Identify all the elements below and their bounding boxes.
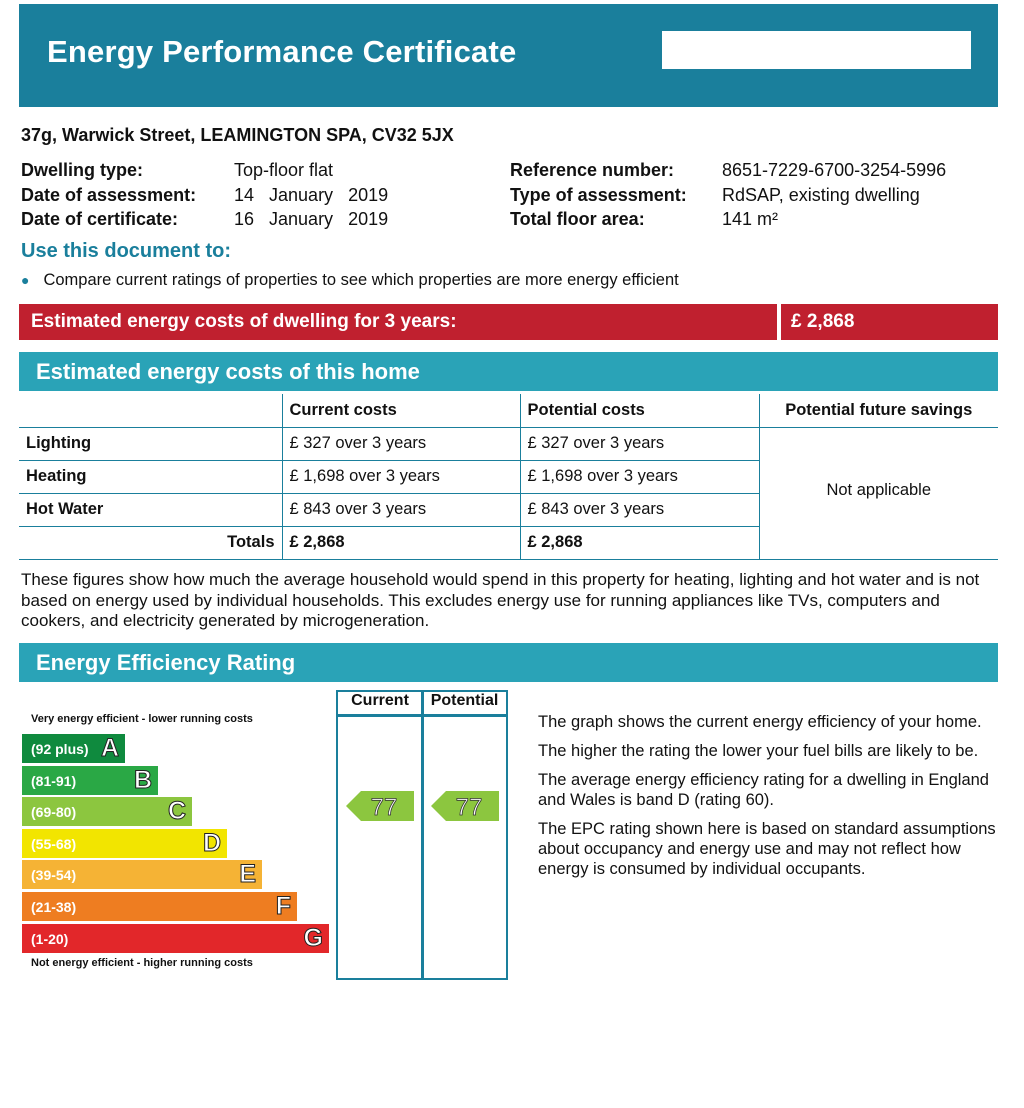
type-of-assessment-label: Type of assessment: (510, 184, 687, 205)
bullet-text: Compare current ratings of properties to see which properties are more energy efficient (43, 271, 679, 289)
totals-potential: £ 2,868 (520, 526, 759, 559)
band-range: (55-68) (31, 835, 77, 852)
dwelling-type-label: Dwelling type: (21, 160, 144, 180)
reference-number-value: 8651-7229-6700-3254-5996 (722, 160, 947, 180)
band-range: (69-80) (31, 804, 77, 821)
rating-section-title: Energy Efficiency Rating (36, 650, 296, 675)
estimated-total-label: Estimated energy costs of dwelling for 3 years: (31, 311, 457, 332)
details-left (21, 158, 491, 234)
table-header-cell (19, 394, 282, 427)
use-document-bullet (21, 271, 679, 290)
bullet-icon: ● (21, 272, 30, 288)
table-row (19, 427, 998, 460)
header-blank-box (662, 31, 971, 69)
date-of-assessment-value: 14 January 2019 (234, 184, 389, 205)
costs-note: These figures show how much the average household would spend in this property for heating, lighting and hot water and is not based on energy used by individual households. This excludes energy use for running appliances like TVs, computers and cookers, and electricity generated by microgeneration. (21, 570, 980, 630)
row-label: Heating (19, 460, 282, 493)
rating-band-d (22, 829, 227, 858)
rating-section-header (19, 643, 998, 682)
energy-rating-chart (19, 690, 509, 980)
band-letter: C (167, 797, 186, 826)
band-range: (92 plus) (31, 741, 89, 757)
potential-column (421, 690, 508, 980)
band-range: (39-54) (31, 867, 77, 884)
table-header-cell: Potential future savings (759, 394, 998, 427)
reference-number-label: Reference number: (510, 160, 675, 180)
divider (777, 304, 781, 340)
use-document-title: Use this document to: (21, 240, 232, 262)
efficient-label: Very energy efficient - lower running costs (31, 713, 253, 725)
rating-band-f (22, 892, 297, 921)
explanation-text: The graph shows the current energy efficiency of your home. (538, 713, 982, 731)
potential-rating-arrow (431, 791, 499, 821)
costs-section-title: Estimated energy costs of this home (36, 359, 420, 384)
band-letter: A (100, 734, 119, 762)
potential-rating-value: 77 (455, 794, 483, 821)
row-label: Hot Water (19, 493, 282, 526)
inefficient-label: Not energy efficient - higher running costs (31, 957, 253, 969)
explanation-text: The average energy efficiency rating for a dwelling in England and Wales is band D (rating 60). (538, 771, 989, 809)
current-rating-arrow (346, 791, 414, 821)
column-header-rule (336, 714, 508, 717)
rating-band-c (22, 797, 192, 826)
costs-section-header (19, 352, 998, 391)
totals-current: £ 2,868 (282, 526, 520, 559)
rating-band-e (22, 860, 262, 889)
band-letter: D (202, 828, 221, 857)
current-column (336, 690, 424, 980)
table-header-cell: Current costs (282, 394, 520, 427)
band-letter: F (275, 892, 291, 920)
dwelling-type-value: Top-floor flat (234, 160, 334, 180)
certificate-header (19, 4, 998, 107)
type-of-assessment-value: RdSAP, existing dwelling (722, 184, 920, 205)
current-cost-cell: £ 1,698 over 3 years (282, 460, 520, 493)
potential-cost-cell: £ 327 over 3 years (520, 427, 759, 460)
page-title: Energy Performance Certificate (47, 34, 517, 69)
details-right (510, 158, 1000, 234)
rating-band-b (22, 766, 158, 795)
potential-column-header: Potential (430, 692, 499, 709)
band-letter: G (303, 923, 323, 952)
date-of-certificate-value: 16 January 2019 (234, 209, 389, 229)
rating-explanations (538, 712, 998, 888)
table-header-cell: Potential costs (520, 394, 759, 427)
total-floor-area-label: Total floor area: (510, 209, 645, 229)
explanation-text: The higher the rating the lower your fuel bills are likely to be. (538, 742, 979, 760)
row-label: Lighting (19, 427, 282, 460)
current-column-header: Current (351, 692, 409, 709)
band-range: (1-20) (31, 930, 69, 947)
totals-label: Totals (19, 526, 282, 559)
total-floor-area-value: 141 m² (722, 209, 779, 229)
current-cost-cell: £ 327 over 3 years (282, 427, 520, 460)
date-of-assessment-label: Date of assessment: (21, 184, 197, 205)
potential-cost-cell: £ 1,698 over 3 years (520, 460, 759, 493)
potential-cost-cell: £ 843 over 3 years (520, 493, 759, 526)
estimated-total-value: £ 2,868 (791, 311, 855, 332)
costs-table (19, 394, 998, 560)
table-header-row (19, 394, 998, 427)
date-of-certificate-label: Date of certificate: (21, 209, 179, 229)
current-cost-cell: £ 843 over 3 years (282, 493, 520, 526)
band-range: (21-38) (31, 899, 77, 915)
property-address: 37g, Warwick Street, LEAMINGTON SPA, CV32 5JX (21, 125, 454, 145)
explanation-text: The EPC rating shown here is based on standard assumptions about occupancy and energy use and may not reflect how energy is consumed by individual occupants. (538, 820, 996, 878)
band-letter: B (133, 765, 152, 794)
band-letter: E (239, 860, 256, 889)
rating-band-g (22, 924, 329, 953)
rating-band-a (22, 734, 125, 763)
band-range: (81-91) (31, 772, 77, 789)
estimated-total-bar (19, 304, 998, 340)
savings-cell: Not applicable (759, 427, 998, 559)
current-rating-value: 77 (370, 794, 398, 821)
